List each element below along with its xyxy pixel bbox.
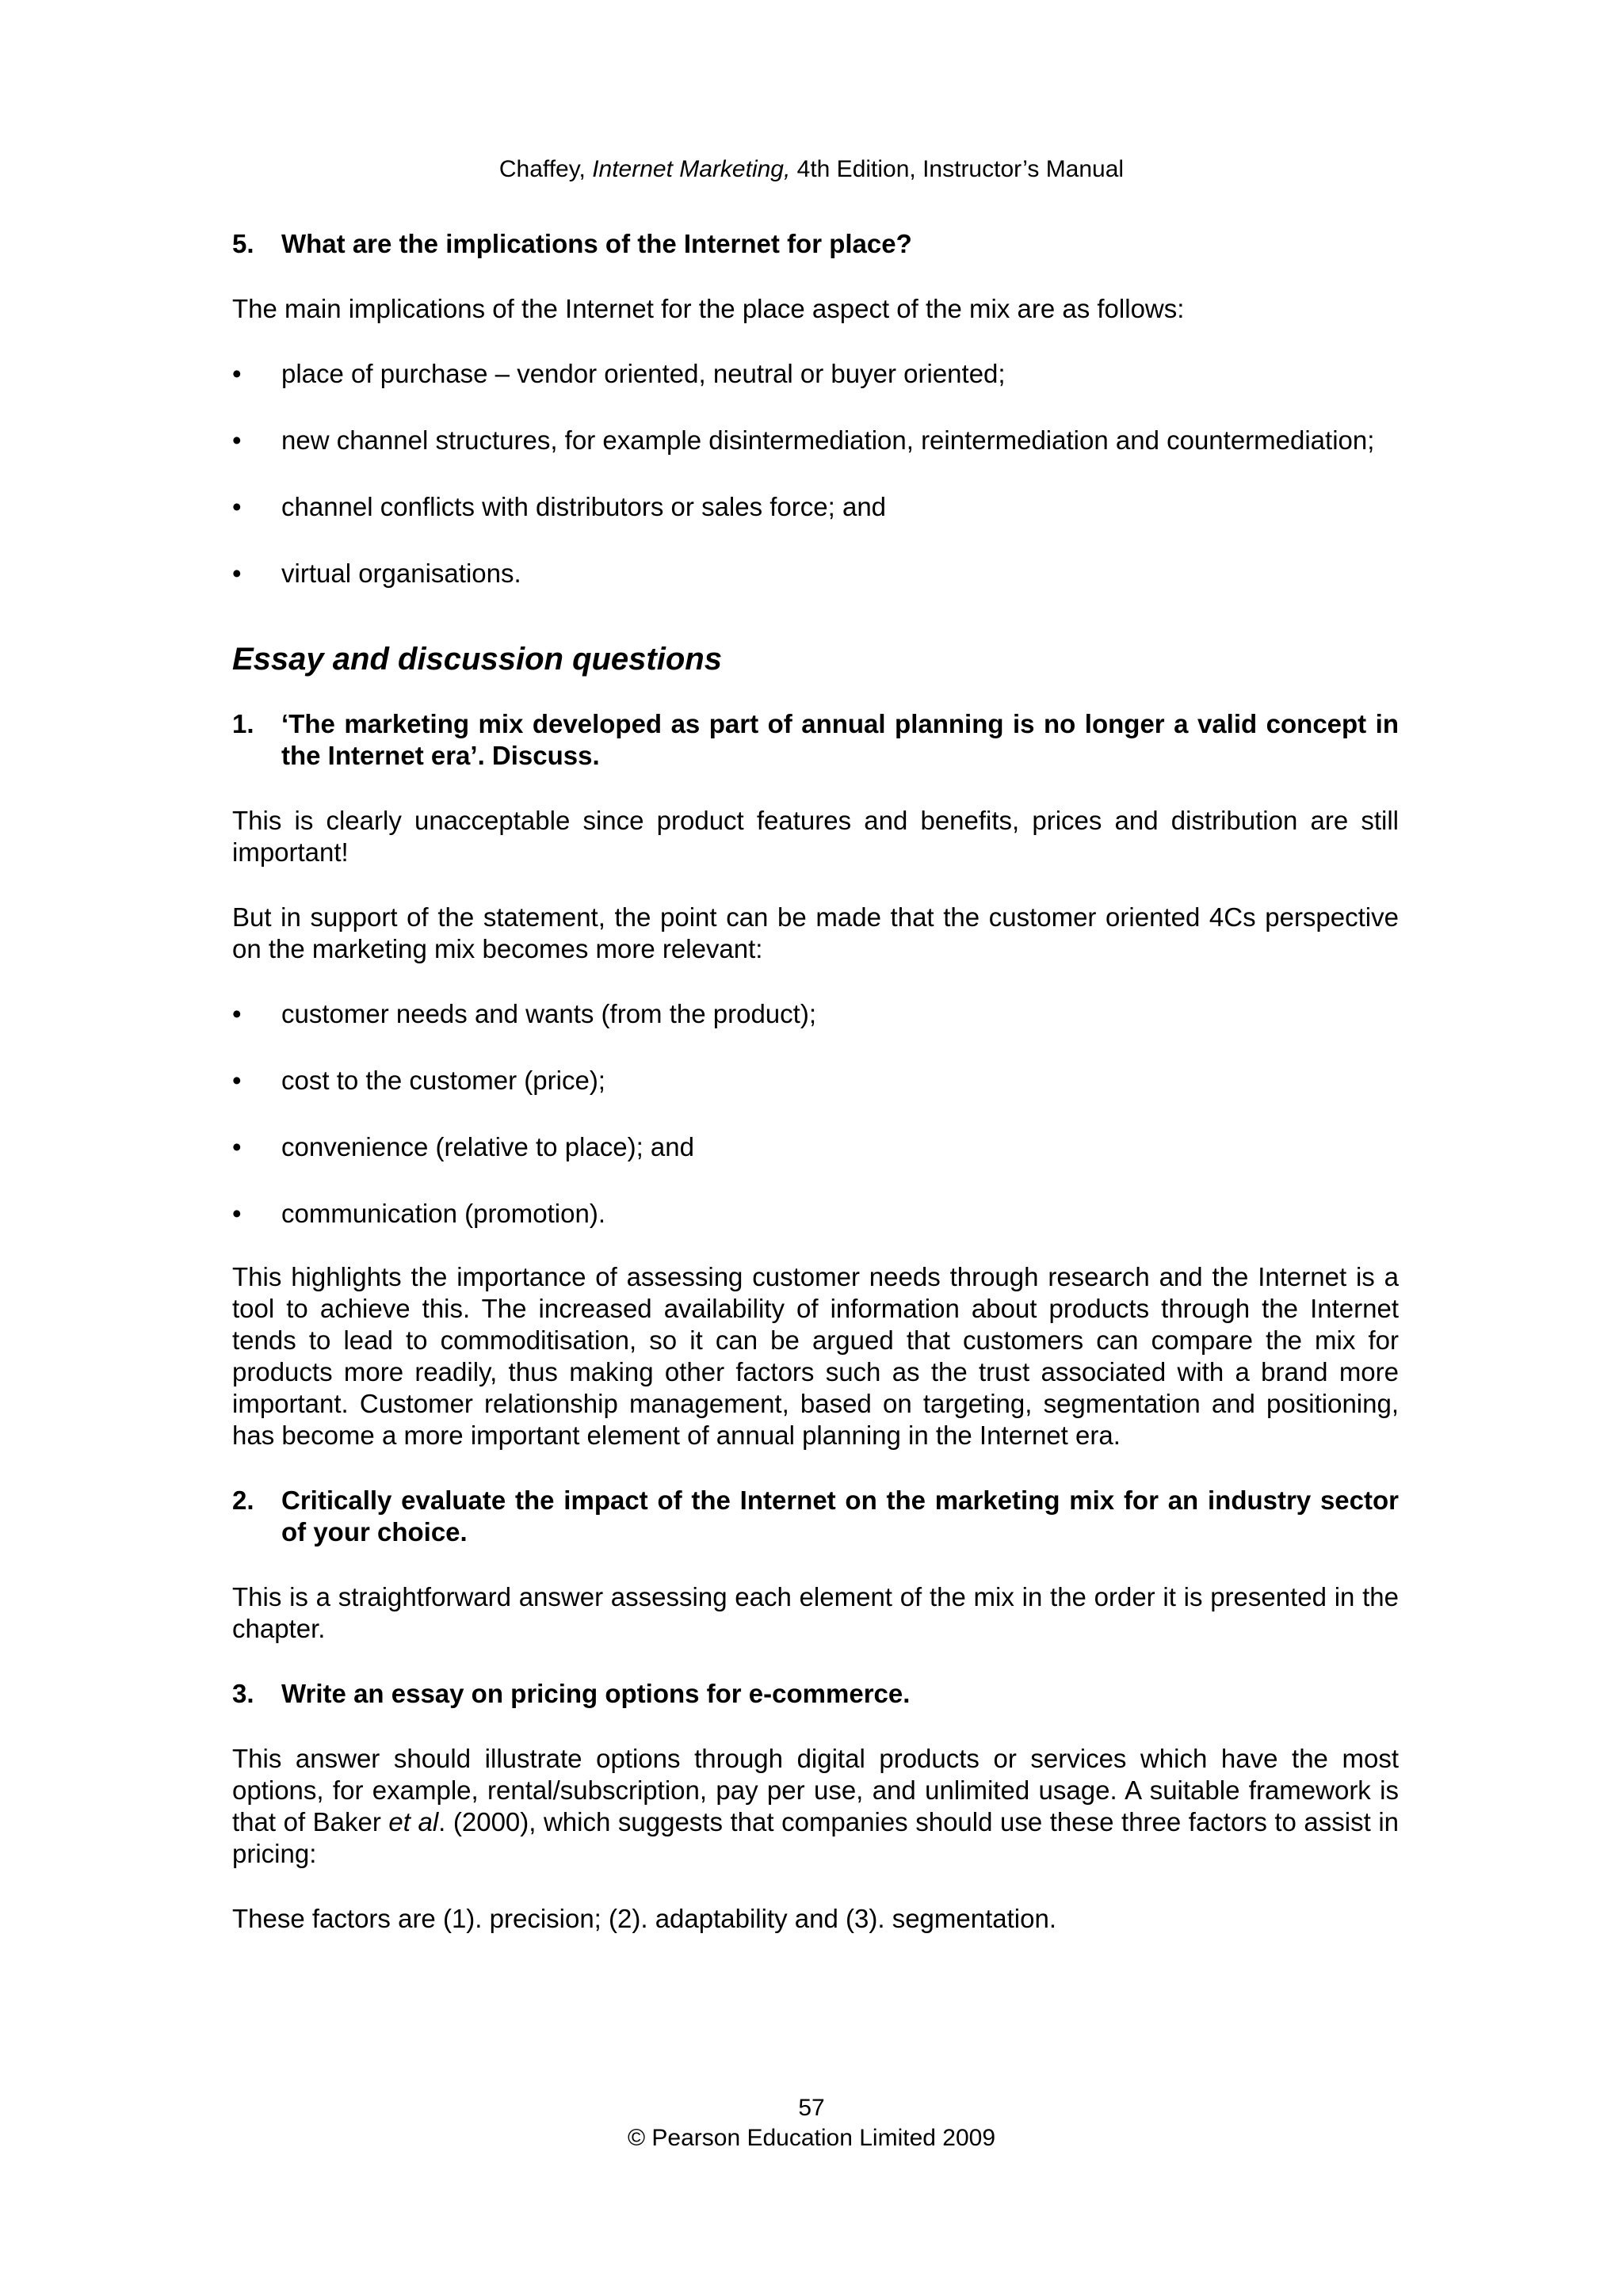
list-item-text: cost to the customer (price); xyxy=(281,1066,605,1095)
list-item-text: channel conflicts with distributors or sales force; and xyxy=(281,492,887,521)
paragraph-text: This answer should illustrate options through digital products or services which have the most options, for example, rental/subscription, pay per use, and unlimited usage. A suitable framework is that of Baker xyxy=(232,1744,1399,1836)
list-item-text: place of purchase – vendor oriented, neutral or buyer oriented; xyxy=(281,359,1006,388)
bullet-icon: • xyxy=(232,1066,242,1095)
question-text: ‘The marketing mix developed as part of annual planning is no longer a valid concept in the Internet era’. Discuss. xyxy=(281,709,1399,770)
paragraph xyxy=(232,1743,1399,1870)
list-item-text: new channel structures, for example disintermediation, reintermediation and countermediation; xyxy=(281,425,1375,455)
list-item xyxy=(232,558,1399,589)
bullet-list-place xyxy=(232,358,1399,589)
header-author: Chaffey, xyxy=(498,156,593,182)
running-header xyxy=(0,155,1623,184)
page-number: 57 xyxy=(798,2095,825,2121)
list-item-text: customer needs and wants (from the product); xyxy=(281,999,816,1028)
paragraph: These factors are (1). precision; (2). adaptability and (3). segmentation. xyxy=(232,1904,1056,1933)
bullet-icon: • xyxy=(232,999,242,1028)
question-text: Critically evaluate the impact of the Internet on the marketing mix for an industry sector of your choice. xyxy=(281,1486,1399,1547)
question-number: 3. xyxy=(232,1679,254,1708)
list-item xyxy=(232,1198,1399,1230)
list-item-text: communication (promotion). xyxy=(281,1199,605,1228)
paragraph: This highlights the importance of assessing customer needs through research and the Internet is a tool to achieve this. The increased availability of information about products through the Internet tends to lead to commoditisation, so it can be argued that customers can compare the mix for products more readily, thus making other factors such as the trust associated with a brand more important. Customer relationship management, based on targeting, segmentation and positioning, has become a more important element of annual planning in the Internet era. xyxy=(232,1262,1399,1450)
essay-question-1 xyxy=(232,708,1399,772)
paragraph-text: . (2000), which suggests that companies should use these three factors to assist in pricing: xyxy=(232,1807,1400,1868)
copyright-notice: © Pearson Education Limited 2009 xyxy=(627,2125,996,2151)
question-text: Write an essay on pricing options for e-commerce. xyxy=(281,1679,911,1708)
list-item-text: virtual organisations. xyxy=(281,559,521,588)
section-heading: Essay and discussion questions xyxy=(232,642,722,677)
question-text: What are the implications of the Internet for place? xyxy=(281,229,912,258)
bullet-icon: • xyxy=(232,359,242,388)
question-number: 2. xyxy=(232,1486,254,1515)
bullet-icon: • xyxy=(232,1132,242,1161)
bullet-icon: • xyxy=(232,492,242,521)
essay-question-2 xyxy=(232,1485,1399,1548)
list-item xyxy=(232,491,1399,523)
bullet-icon: • xyxy=(232,425,242,455)
list-item xyxy=(232,358,1399,390)
bullet-icon: • xyxy=(232,1199,242,1228)
paragraph: This is clearly unacceptable since product features and benefits, prices and distribution are still important! xyxy=(232,806,1399,867)
citation-et-al: et al xyxy=(388,1807,439,1836)
list-item xyxy=(232,998,1399,1030)
list-item xyxy=(232,425,1399,456)
header-book-title: Internet Marketing, xyxy=(592,156,791,182)
paragraph: But in support of the statement, the point can be made that the customer oriented 4Cs perspective on the marketing mix becomes more relevant: xyxy=(232,902,1399,963)
essay-question-3 xyxy=(232,1678,1399,1710)
page-footer xyxy=(0,2093,1623,2153)
list-item xyxy=(232,1065,1399,1097)
main-content xyxy=(232,228,1399,1968)
bullet-icon: • xyxy=(232,559,242,588)
question-5 xyxy=(232,228,1399,260)
list-item xyxy=(232,1131,1399,1163)
bullet-list-4cs xyxy=(232,998,1399,1230)
question-number: 5. xyxy=(232,229,254,258)
paragraph: This is a straightforward answer assessing each element of the mix in the order it is presented in the chapter. xyxy=(232,1582,1399,1643)
question-number: 1. xyxy=(232,709,254,738)
paragraph: The main implications of the Internet for the place aspect of the mix are as follows: xyxy=(232,294,1185,323)
list-item-text: convenience (relative to place); and xyxy=(281,1132,694,1161)
header-edition: 4th Edition, Instructor’s Manual xyxy=(790,156,1125,182)
